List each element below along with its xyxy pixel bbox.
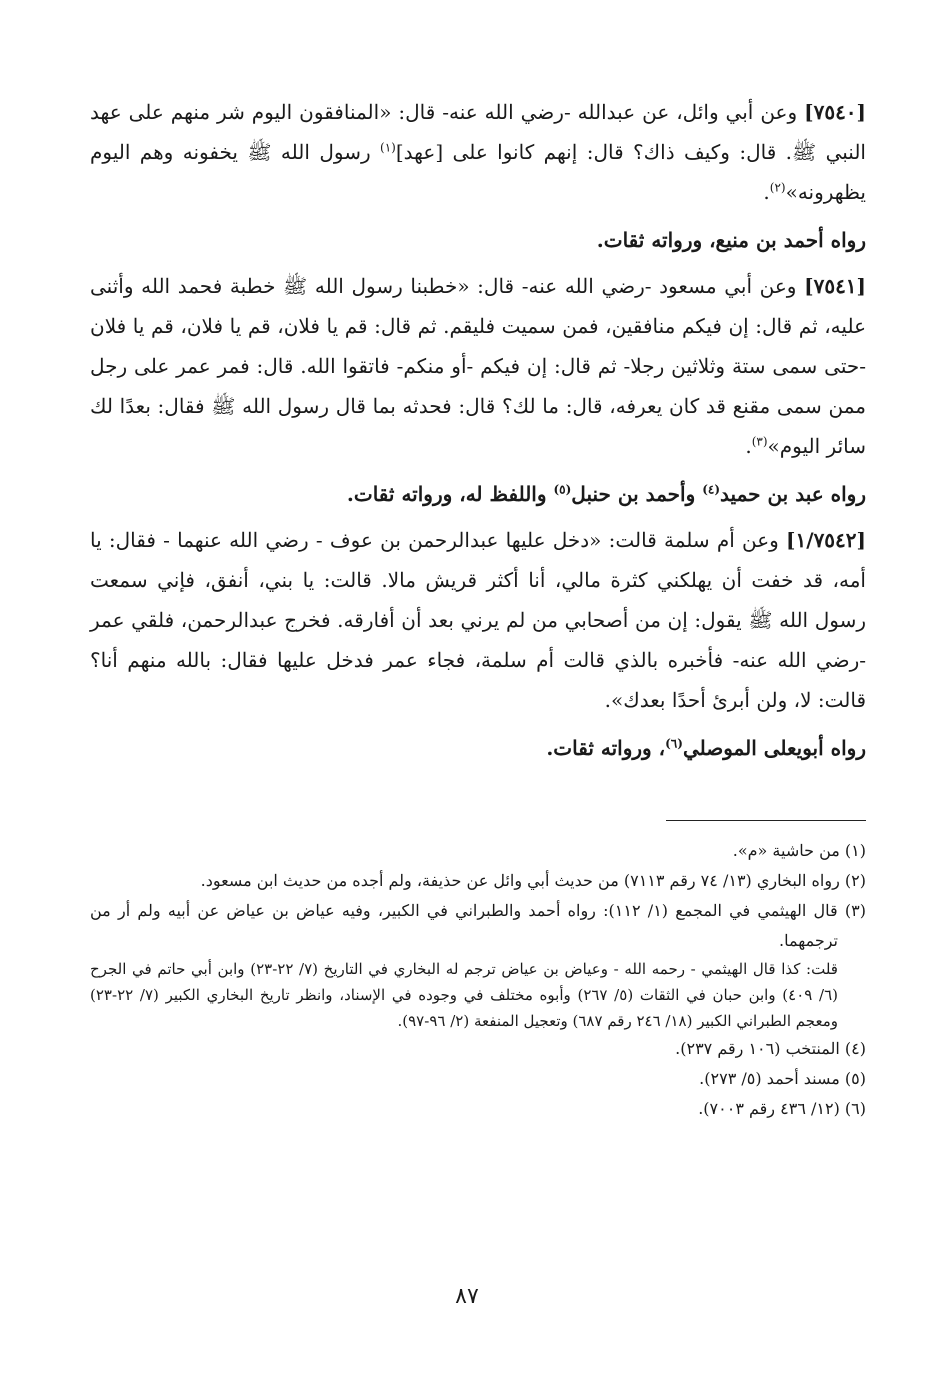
hadith-number: [٧٥٤١] xyxy=(804,274,867,298)
footnote-ref: (٤) xyxy=(702,482,721,497)
footnote-2: (٢) رواه البخاري (١٣/ ٧٤ رقم ٧١١٣) من حديث أبي وائل عن حذيفة، ولم أجده من حديث ابن مسعود. xyxy=(200,871,866,890)
narration-text: وأحمد بن حنبل xyxy=(571,482,703,506)
hadith-text: رسول الله ﷺ يخفونه وهم اليوم يظهرونه» xyxy=(90,140,866,204)
hadith-text: وعن أبي وائل، عن عبدالله -رضي الله عنه- قال: «المنافقون اليوم شر منهم على عهد النبي ﷺ. قال: وكيف ذاك؟ قال: إنهم كانوا على [عهد] xyxy=(90,100,866,164)
narration-line xyxy=(90,474,866,514)
footnote-6: (٦) (١٢/ ٤٣٦ رقم ٧٠٠٣). xyxy=(698,1099,866,1118)
footnote-3-comment: قلت: كذا قال الهيثمي - رحمه الله - وعياض بن عياض ترجم له البخاري في التاريخ (٧/ ٢٢-٢٣) وابن أبي حاتم في الجرح (٦/ ٤٠٩) وابن حبان في الثقات (٥/ ٢٦٧) وأبوه مختلف في وجوده في الإسناد، وانظر تاريخ البخاري الكبير (٧/ ٢٢-٢٣) ومعجم الطبراني الكبير (١٨/ ٢٤٦ رقم ٦٨٧) وتعجيل المنفعة (٢/ ٩٦-٩٧). xyxy=(90,960,838,1030)
narration-text: واللفظ له، ورواته ثقات. xyxy=(346,482,554,506)
footnote-ref: (٢) xyxy=(769,180,786,195)
narration-text: ، ورواته ثقات. xyxy=(546,736,666,760)
hadith-7541 xyxy=(90,266,866,466)
hadith-text: وعن أبي مسعود -رضي الله عنه- قال: «خطبنا رسول الله ﷺ خطبة فحمد الله وأثنى عليه، ثم قال: إن فيكم منافقين، فمن سميت فليقم. ثم قال: قم يا فلان، قم يا فلان، قم يا فلان -حتى سمى ستة وثلاثين رجلا- ثم قال: إن فيكم -أو منكم- فاتقوا الله. قال: فمر عمر على رجل ممن سمى مقنع قد كان يعرفه، قال: ما لك؟ قال: فحدثه بما قال رسول الله ﷺ فقال: بعدًا لك سائر اليوم» xyxy=(90,274,866,458)
footnote-4: (٤) المنتخب (١٠٦ رقم ٢٣٧). xyxy=(675,1039,866,1058)
narration-line xyxy=(90,728,866,768)
narration-line: رواه أحمد بن منيع، ورواته ثقات. xyxy=(596,228,866,252)
narration-text: رواه عبد بن حميد xyxy=(720,482,866,506)
hadith-text: . xyxy=(745,434,752,458)
footnote-3: (٣) قال الهيثمي في المجمع (١/ ١١٢): رواه أحمد والطبراني في الكبير، وفيه عياض بن عياض عن أبيه ولم أر من ترجمهما. xyxy=(90,901,866,950)
hadith-text: وعن أم سلمة قالت: «دخل عليها عبدالرحمن بن عوف - رضي الله عنهما - فقال: يا أمه، قد خفت أن يهلكني كثرة مالي، أنا أكثر قريش مالا. قالت: يا بني، أنفق، فإني سمعت رسول الله ﷺ يقول: إن من أصحابي من لم يرني بعد أن أفارقه. فخرج عبدالرحمن، فلقي عمر -رضي الله عنه- فأخبره بالذي قالت أم سلمة، فجاء عمر فدخل عليها فقال: بالله منهم أنا؟ قالت: لا، ولن أبرئ أحدًا بعدك». xyxy=(90,528,866,712)
hadith-number: [١/٧٥٤٢] xyxy=(786,528,866,552)
page-number: ٨٧ xyxy=(455,1284,479,1309)
hadith-text: . xyxy=(763,180,770,204)
footnote-ref: (٣) xyxy=(751,434,768,449)
footnotes xyxy=(90,836,866,1124)
footnote-divider xyxy=(666,820,866,821)
footnote-ref: (٦) xyxy=(665,736,683,751)
main-text xyxy=(90,92,866,774)
hadith-number: [٧٥٤٠] xyxy=(804,100,867,124)
hadith-7542-1 xyxy=(90,520,866,720)
footnote-1: (١) من حاشية «م». xyxy=(732,841,866,860)
footnote-5: (٥) مسند أحمد (٥/ ٢٧٣). xyxy=(699,1069,866,1088)
hadith-7540 xyxy=(90,92,866,212)
narration-text: رواه أبويعلى الموصلي xyxy=(682,736,866,760)
footnote-ref: (١) xyxy=(380,140,396,155)
footnote-ref: (٥) xyxy=(553,482,572,497)
